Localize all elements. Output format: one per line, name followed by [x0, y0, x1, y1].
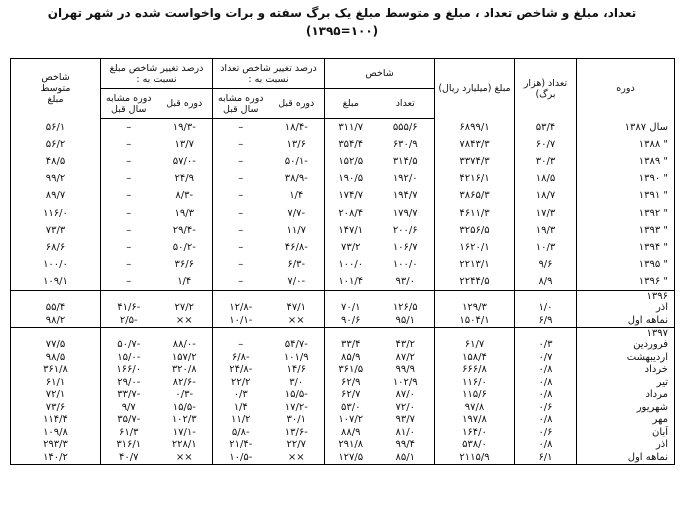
cell-pc-same: ۰/۳	[213, 389, 269, 402]
cell-idx-count: ۶۳۰/۹	[392, 139, 418, 151]
cell-idx-count: ۸۷/۰	[395, 389, 415, 401]
header-avg-index: شاخص متوسط مبلغ	[40, 72, 71, 106]
cell-amount: ۹۷/۸	[435, 401, 515, 414]
cell-idx-count: ۷۲/۰	[395, 401, 415, 413]
cell-period: آبان	[577, 426, 675, 439]
cell-idx-count: ۱۹۴/۷	[392, 190, 418, 202]
cell-avg: ۷۳/۶	[45, 401, 66, 413]
cell-pc-same: ۱/۴	[213, 401, 269, 414]
cell-avg: ۹۹/۲	[45, 173, 66, 185]
cell-period: نماهه اول	[577, 451, 675, 464]
cell-pa-prev: ××	[175, 314, 193, 326]
cell-amount: ۲۲۴۴/۵	[435, 273, 515, 291]
cell-pc-same: -۱۰/۱	[213, 314, 269, 327]
cell-pa-same: –	[101, 153, 157, 170]
empty-cell	[213, 290, 269, 302]
cell-idx-count: ۱۹۲/۰	[392, 173, 418, 185]
cell-pc-prev: ۱۴/۶	[286, 364, 306, 376]
cell-pa-same: ۳۱۶/۱	[101, 439, 157, 452]
cell-pc-prev: -۱۳/۶	[284, 426, 308, 438]
cell-pc-same: –	[213, 273, 269, 291]
cell-pc-prev: -۴۶/۸	[284, 241, 308, 253]
cell-pa-prev: ۳۶/۶	[174, 258, 194, 270]
header-amount: مبلغ (میلیارد ریال)	[435, 59, 515, 119]
cell-count: ۱۷/۳	[515, 204, 577, 221]
cell-idx-count: ۸۵/۱	[377, 451, 435, 464]
cell-amount: ۲۱۱۵/۹	[435, 451, 515, 464]
table-row	[11, 204, 675, 221]
empty-cell	[213, 327, 269, 339]
cell-pa-same: -۲/۵	[101, 314, 157, 327]
cell-period: آذر	[577, 302, 675, 315]
cell-idx-count: ۹۹/۹	[395, 364, 415, 376]
empty-cell	[377, 327, 435, 339]
table-row	[11, 339, 675, 352]
cell-avg: ۶۸/۶	[45, 241, 66, 253]
table-row	[11, 314, 675, 327]
cell-idx-count: ۴۳/۲	[395, 339, 415, 351]
cell-pa-same: –	[101, 187, 157, 204]
cell-period: فروردین	[577, 339, 675, 352]
cell-idx-count: ۱۷۹/۷	[392, 207, 418, 219]
cell-pa-prev: ۱۵۷/۲	[171, 351, 197, 363]
cell-pa-prev: ۱۳/۷	[174, 139, 194, 151]
cell-count: ۱۸/۵	[515, 170, 577, 187]
cell-pa-same: -۱۵/۰	[101, 351, 157, 364]
cell-pc-same: ۱۱/۲	[213, 414, 269, 427]
cell-idx-amount: ۸۸/۹	[325, 426, 377, 439]
cell-idx-amount: ۱۲۷/۵	[325, 451, 377, 464]
cell-pc-prev: -۶/۳	[287, 258, 306, 270]
table-row	[11, 222, 675, 239]
cell-idx-count: ۲۰۰/۶	[392, 224, 418, 236]
table-row	[11, 153, 675, 170]
cell-amount: ۱۵۸/۴	[435, 351, 515, 364]
cell-count: ۰/۶	[515, 426, 577, 439]
cell-pa-same: ۴۰/۷	[101, 451, 157, 464]
cell-pc-prev: ۱/۴	[289, 190, 304, 202]
cell-idx-count: ۱۰۰/۰	[392, 258, 418, 270]
cell-idx-amount: ۱۹۰/۵	[325, 170, 377, 187]
cell-pc-same: -۱۰/۵	[213, 451, 269, 464]
cell-avg: ۷۳/۳	[45, 224, 66, 236]
cell-idx-amount: ۵۳/۰	[325, 401, 377, 414]
cell-idx-count: ۹۳/۰	[395, 275, 415, 287]
cell-count: ۰/۸	[515, 414, 577, 427]
cell-amount: ۳۲۵۶/۵	[435, 222, 515, 239]
cell-amount: ۶۶۶/۸	[435, 364, 515, 377]
table-row	[11, 364, 675, 377]
cell-amount: ۶۸۹۹/۱	[435, 119, 515, 137]
cell-idx-amount: ۱۰۷/۲	[325, 414, 377, 427]
cell-pa-same: ۱۶۶/۰	[101, 364, 157, 377]
cell-pa-prev: -۱۵/۵	[172, 401, 196, 413]
cell-count: ۰/۸	[515, 364, 577, 377]
cell-count: ۶/۱	[515, 451, 577, 464]
cell-count: ۰/۶	[515, 401, 577, 414]
cell-pc-prev: ××	[269, 451, 325, 464]
table-row	[11, 273, 675, 291]
cell-pa-same: -۲۹/۰	[101, 376, 157, 389]
cell-pc-same: –	[213, 187, 269, 204]
cell-idx-amount: ۳۱۱/۷	[325, 119, 377, 137]
cell-count: ۱۸/۷	[515, 187, 577, 204]
header-pct-amount-group: درصد تغییر شاخص مبلغ نسبت به :	[101, 59, 213, 89]
cell-avg: ۴۸/۵	[45, 156, 66, 168]
cell-pc-prev: -۵۴/۷	[284, 339, 308, 351]
cell-pa-prev: -۸۸/۰	[172, 339, 196, 351]
cell-avg: ۶۱/۱	[45, 376, 66, 388]
cell-amount: ۱۱۶/۰	[435, 376, 515, 389]
cell-pa-same: –	[101, 273, 157, 291]
cell-idx-amount: ۱۵۲/۵	[325, 153, 377, 170]
cell-avg: ۱۱۴/۴	[43, 414, 68, 426]
cell-pa-same: –	[101, 256, 157, 273]
cell-pa-prev: ××	[157, 451, 213, 464]
cell-pa-same: -۳۳/۷	[101, 389, 157, 402]
cell-count: ۶۰/۷	[515, 136, 577, 153]
table-subtitle-base-year: (۱۰۰=۱۳۹۵)	[305, 24, 379, 38]
cell-idx-amount: ۳۳/۴	[325, 339, 377, 352]
cell-idx-count: ۵۵۵/۶	[392, 122, 418, 134]
table-row	[11, 414, 675, 427]
cell-pc-same: –	[213, 222, 269, 239]
cell-pa-prev: -۵۷/۰	[172, 156, 196, 168]
header-index-count: تعداد	[377, 89, 435, 119]
cell-avg: ۱۰۹/۸	[43, 426, 68, 438]
cell-pc-prev: -۱۵/۵	[284, 389, 308, 401]
section-heading-row	[11, 327, 675, 339]
cell-amount: ۷۸۴۳/۳	[435, 136, 515, 153]
cell-period: تیر	[577, 376, 675, 389]
header-count-prev-period: دوره قبل	[269, 89, 325, 119]
cell-idx-amount: ۷۳/۲	[325, 239, 377, 256]
cell-avg: ۹۸/۲	[45, 314, 66, 326]
table-row	[11, 256, 675, 273]
cell-period: " ۱۳۹۰	[577, 170, 675, 187]
cell-amount: ۵۳۸/۰	[435, 439, 515, 452]
cell-idx-count: ۹۳/۷	[395, 414, 415, 426]
cell-idx-amount: ۶۲/۷	[325, 389, 377, 402]
statistics-table	[10, 58, 675, 465]
cell-pc-same: -۶/۸	[213, 351, 269, 364]
empty-cell	[11, 327, 101, 339]
cell-idx-amount: ۶۲/۹	[325, 376, 377, 389]
cell-period: " ۱۳۸۸	[577, 136, 675, 153]
cell-pc-same: –	[213, 204, 269, 221]
header-period: دوره	[577, 59, 675, 119]
cell-pa-same: –	[101, 170, 157, 187]
cell-pa-prev: -۵۰/۲	[172, 241, 196, 253]
cell-period: " ۱۳۹۳	[577, 222, 675, 239]
cell-pa-prev: ۲۷/۲	[174, 302, 194, 314]
cell-period: آذر	[577, 439, 675, 452]
cell-idx-count: ۸۷/۲	[395, 351, 415, 363]
cell-idx-amount: ۷۰/۱	[325, 302, 377, 315]
table-row	[11, 451, 675, 464]
header-pct-count-group: درصد تغییر شاخص تعداد نسبت به :	[213, 59, 325, 89]
cell-pc-prev: -۷/۰	[287, 275, 306, 287]
cell-pc-same: –	[213, 153, 269, 170]
cell-period: مهر	[577, 414, 675, 427]
cell-pa-prev: ۳۲۰/۸	[171, 364, 197, 376]
cell-period: اردیبهشت	[577, 351, 675, 364]
cell-avg: ۹۸/۵	[45, 351, 66, 363]
header-index-amount: مبلغ	[325, 89, 377, 119]
cell-count: ۵۳/۴	[515, 119, 577, 137]
cell-amount: ۶۱/۷	[435, 339, 515, 352]
cell-pc-same: ۲۲/۲	[213, 376, 269, 389]
table-row	[11, 302, 675, 315]
header-count-same-prev-year: دوره مشابه سال قبل	[213, 89, 269, 119]
cell-avg: ۵۶/۱	[45, 121, 66, 133]
table-row	[11, 389, 675, 402]
cell-idx-count: ۱۲۶/۵	[392, 302, 418, 314]
cell-amount: ۱۲۹/۳	[435, 302, 515, 315]
table-row	[11, 439, 675, 452]
cell-idx-amount: ۱۴۷/۱	[325, 222, 377, 239]
cell-pc-same: –	[213, 119, 269, 137]
cell-pa-same: ۹/۷	[101, 401, 157, 414]
cell-pc-prev: -۳۸/۹	[284, 173, 308, 185]
cell-pa-prev: -۱۷/۱	[172, 426, 196, 438]
cell-idx-count: ۸۱/۰	[395, 426, 415, 438]
cell-avg: ۷۲/۱	[45, 389, 66, 401]
empty-cell	[157, 327, 213, 339]
cell-pa-prev: ۲۲۸/۱	[171, 439, 197, 451]
cell-pc-prev: -۵۰/۱	[284, 156, 308, 168]
cell-idx-amount: ۳۵۴/۴	[325, 136, 377, 153]
cell-count: ۱۰/۳	[515, 239, 577, 256]
cell-avg: ۸۹/۷	[45, 190, 66, 202]
cell-count: ۰/۸	[515, 439, 577, 452]
section-year-heading: ۱۳۹۶	[577, 290, 675, 302]
empty-cell	[325, 327, 377, 339]
cell-amount: ۲۲۱۳/۱	[435, 256, 515, 273]
cell-idx-count: ۹۹/۴	[395, 439, 415, 451]
cell-pc-same: –	[213, 136, 269, 153]
cell-pa-same: –	[101, 204, 157, 221]
cell-pa-prev: ۱/۴	[177, 275, 192, 287]
cell-amount: ۳۳۷۴/۳	[435, 153, 515, 170]
cell-pc-same: -۱۲/۸	[213, 302, 269, 315]
table-row	[11, 376, 675, 389]
cell-avg: ۲۹۳/۳	[43, 439, 68, 451]
cell-period: " ۱۳۸۹	[577, 153, 675, 170]
cell-idx-count: ۳۱۴/۵	[392, 156, 418, 168]
cell-pa-same: –	[101, 136, 157, 153]
cell-pa-prev: ۱۹/۳	[174, 207, 194, 219]
cell-idx-amount: ۸۵/۹	[325, 351, 377, 364]
cell-avg: ۱۱۶/۰	[43, 207, 68, 219]
cell-count: ۰/۸	[515, 389, 577, 402]
cell-period: مرداد	[577, 389, 675, 402]
cell-pc-same: -۲۱/۴	[213, 439, 269, 452]
cell-pa-same: ۶۱/۳	[101, 426, 157, 439]
cell-pa-prev: ۱۰۲/۳	[171, 414, 197, 426]
empty-cell	[377, 290, 435, 302]
cell-avg: ۵۶/۲	[45, 139, 66, 151]
cell-count: ۶/۹	[515, 314, 577, 327]
cell-amount: ۱۹۷/۸	[435, 414, 515, 427]
cell-count: ۸/۹	[515, 273, 577, 291]
cell-period: " ۱۳۹۴	[577, 239, 675, 256]
table-row	[11, 351, 675, 364]
cell-pa-same: -۵۰/۷	[101, 339, 157, 352]
empty-cell	[269, 327, 325, 339]
cell-amount: ۱۵۰۴/۱	[435, 314, 515, 327]
cell-avg: ۱۰۹/۱	[43, 275, 68, 287]
cell-pc-prev: ۳/۰	[289, 376, 304, 388]
empty-cell	[435, 327, 515, 339]
cell-idx-amount: ۲۹۱/۸	[325, 439, 377, 452]
cell-pc-prev: -۱۸/۴	[284, 122, 308, 134]
cell-count: ۰/۳	[515, 339, 577, 352]
cell-pc-same: -۲۴/۸	[213, 364, 269, 377]
cell-count: ۱۹/۳	[515, 222, 577, 239]
cell-pa-prev: -۲۹/۴	[172, 224, 196, 236]
table-row	[11, 426, 675, 439]
cell-period: " ۱۳۹۵	[577, 256, 675, 273]
cell-pc-prev: ۴۷/۱	[286, 302, 306, 314]
cell-idx-amount: ۹۰/۶	[325, 314, 377, 327]
empty-cell	[435, 290, 515, 302]
cell-pa-prev: -۸/۳	[175, 190, 194, 202]
cell-period: " ۱۳۹۱	[577, 187, 675, 204]
cell-pa-same: –	[101, 239, 157, 256]
cell-pc-prev: ۱۰۱/۹	[283, 351, 309, 363]
table-row	[11, 401, 675, 414]
cell-period: نماهه اول	[577, 314, 675, 327]
section-heading-row	[11, 290, 675, 302]
cell-pa-prev: -۸۲/۶	[172, 376, 196, 388]
cell-pc-same: –	[213, 339, 269, 352]
cell-amount: ۴۲۱۶/۱	[435, 170, 515, 187]
cell-period: خرداد	[577, 364, 675, 377]
cell-idx-count: ۱۰۶/۷	[392, 241, 418, 253]
cell-pa-same: -۳۵/۷	[101, 414, 157, 427]
cell-pc-prev: -۱۷/۲	[284, 401, 308, 413]
cell-pa-prev: ۲۴/۹	[174, 173, 194, 185]
cell-idx-amount: ۱۰۰/۰	[325, 256, 377, 273]
cell-pc-prev: ۳۰/۱	[286, 414, 306, 426]
cell-idx-amount: ۱۷۴/۷	[325, 187, 377, 204]
cell-pc-prev: -۷/۷	[287, 207, 306, 219]
cell-avg: ۵۵/۴	[45, 302, 66, 314]
cell-pc-same: -۵/۸	[213, 426, 269, 439]
section-year-heading: ۱۳۹۷	[577, 327, 675, 339]
empty-cell	[101, 290, 157, 302]
cell-pc-prev: ۱۳/۶	[286, 139, 306, 151]
header-amount-same-prev-year: دوره مشابه سال قبل	[101, 89, 157, 119]
cell-pc-prev: ۲۲/۷	[286, 439, 306, 451]
header-index-group: شاخص	[325, 59, 435, 89]
header-count: تعداد (هزار برگ)	[515, 59, 577, 119]
cell-pa-same: –	[101, 222, 157, 239]
cell-period: " ۱۳۹۶	[577, 273, 675, 291]
cell-amount: ۱۱۵/۶	[435, 389, 515, 402]
table-row	[11, 239, 675, 256]
cell-pc-same: –	[213, 256, 269, 273]
cell-avg: ۷۷/۵	[45, 339, 66, 351]
empty-cell	[101, 327, 157, 339]
cell-period: سال ۱۳۸۷	[577, 119, 675, 137]
cell-idx-count: ۱۰۲/۹	[392, 376, 418, 388]
cell-pa-prev: -۱۹/۳	[172, 122, 196, 134]
cell-amount: ۱۶۴/۰	[435, 426, 515, 439]
empty-cell	[515, 290, 577, 302]
cell-avg: ۳۶۱/۸	[43, 364, 68, 376]
cell-period: " ۱۳۹۲	[577, 204, 675, 221]
cell-pc-same: –	[213, 239, 269, 256]
cell-count: ۱/۰	[515, 302, 577, 315]
cell-avg: ۱۴۰/۲	[11, 451, 101, 464]
cell-idx-amount: ۲۰۸/۴	[325, 204, 377, 221]
empty-cell	[325, 290, 377, 302]
cell-idx-amount: ۱۰۱/۴	[325, 273, 377, 291]
cell-pc-prev: ××	[287, 314, 305, 326]
cell-period: شهریور	[577, 401, 675, 414]
table-row	[11, 119, 675, 137]
cell-count: ۰/۸	[515, 376, 577, 389]
cell-pa-same: -۴۱/۶	[101, 302, 157, 315]
cell-pa-prev: -۰/۳	[175, 389, 194, 401]
cell-idx-amount: ۳۶۱/۵	[325, 364, 377, 377]
cell-count: ۹/۶	[515, 256, 577, 273]
header-amount-prev-period: دوره قبل	[157, 89, 213, 119]
empty-cell	[515, 327, 577, 339]
empty-cell	[269, 290, 325, 302]
cell-pa-same: –	[101, 119, 157, 137]
cell-idx-count: ۹۵/۱	[395, 314, 415, 326]
empty-cell	[11, 290, 101, 302]
cell-amount: ۱۶۲۰/۱	[435, 239, 515, 256]
table-row	[11, 170, 675, 187]
cell-amount: ۴۶۱۱/۳	[435, 204, 515, 221]
empty-cell	[157, 290, 213, 302]
cell-amount: ۳۸۶۵/۳	[435, 187, 515, 204]
cell-pc-prev: ۱۱/۷	[286, 224, 306, 236]
table-row	[11, 187, 675, 204]
table-title: تعداد، مبلغ و شاخص تعداد ، مبلغ و متوسط مبلغ یک برگ سفته و برات واخواست شده در شهر تهران	[47, 6, 637, 20]
cell-count: ۰/۷	[515, 351, 577, 364]
cell-avg: ۱۰۰/۰	[43, 258, 68, 270]
cell-pc-same: –	[213, 170, 269, 187]
table-row	[11, 136, 675, 153]
cell-count: ۳۰/۳	[515, 153, 577, 170]
